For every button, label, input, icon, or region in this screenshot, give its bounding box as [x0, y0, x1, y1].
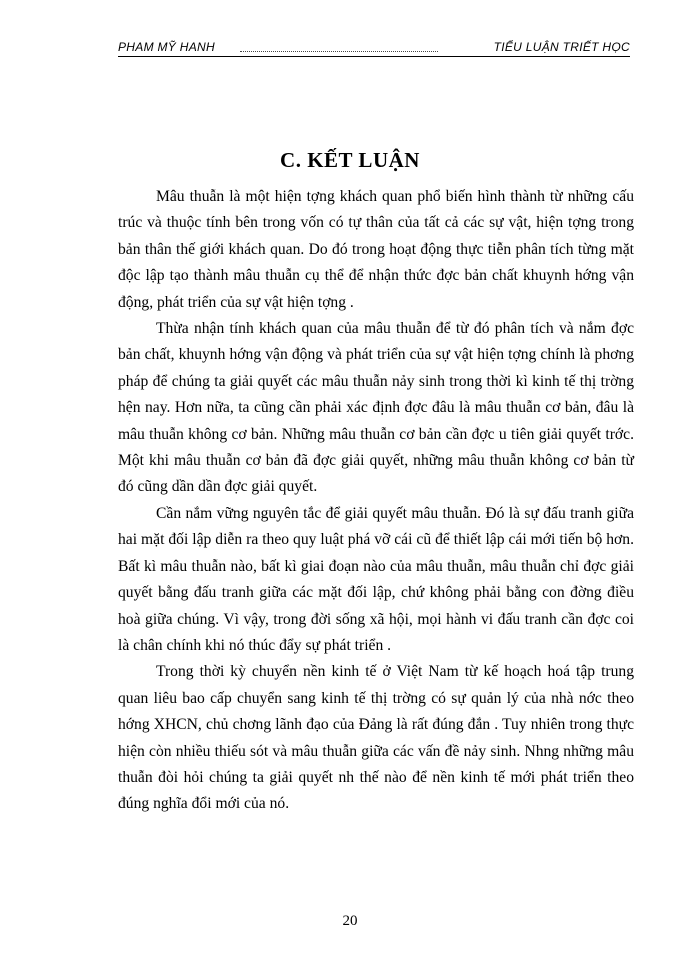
- paragraph: Trong thời kỳ chuyển nền kinh tế ở Việt Nam từ kế hoạch hoá tập trung quan liêu bao cấp chuyển sang kinh tế thị trờng có sự quản lý của nhà nớc theo hớng XHCN, chủ chơng lãnh đạo của Đảng là rất đúng đắn . Tuy nhiên trong thực hiện còn nhiều thiếu sót và mâu thuẫn giữa các vấn đề nảy sinh. Nhng những mâu thuẫn đòi hỏi chúng ta giải quyết nh thế nào để nền kinh tế mới phát triển theo đúng nghĩa đổi mới của nó.: [118, 663, 634, 813]
- page-header: [118, 36, 630, 57]
- header-author: PHAM MỸ HANH: [118, 40, 215, 54]
- header-document-type: TIỂU LUẬN TRIẾT HỌC: [493, 40, 630, 54]
- page-number: 20: [342, 913, 358, 929]
- body-text: [118, 184, 634, 818]
- paragraph: Mâu thuẫn là một hiện tợng khách quan phổ biến hình thành từ những cấu trúc và thuộc tính bên trong vốn có tự thân của tất cả các sự vật, hiện tợng trong bản thân thế giới khách quan. Do đó trong hoạt động thực tiễn phân tích từng mặt độc lập tạo thành mâu thuẫn cụ thể để nhận thức đợc bản chất khuynh hớng vận động, phát triển của sự vật hiện tợng .: [118, 188, 634, 311]
- paragraph: Thừa nhận tính khách quan của mâu thuẫn để từ đó phân tích và nắm đợc bản chất, khuynh hớng vận động và phát triển của sự vật hiện tợng chính là phơng pháp để chúng ta giải quyết các mâu thuẫn nảy sinh trong thời kì kinh tế thị trờng hện nay. Hơn nữa, ta cũng cần phải xác định đợc đâu là mâu thuẫn cơ bản, đâu là mâu thuẫn không cơ bản. Những mâu thuẫn cơ bản cần đợc u tiên giải quyết trớc. Một khi mâu thuẫn cơ bản đã đợc giải quyết, những mâu thuẫn không cơ bản từ đó cũng dần dần đợc giải quyết.: [118, 320, 634, 496]
- section-title: C. KẾT LUẬN: [280, 148, 420, 172]
- header-dotted-leader: [240, 51, 438, 52]
- paragraph: Cần nắm vững nguyên tắc để giải quyết mâu thuẫn. Đó là sự đấu tranh giữa hai mặt đối lập diễn ra theo quy luật phá vỡ cái cũ để thiết lập cái mới tiến bộ hơn. Bất kì mâu thuẫn nào, bất kì giai đoạn nào của mâu thuẫn, mâu thuẫn chỉ đợc giải quyết bằng đấu tranh giữa các mặt đối lập, chứ không phải bằng con đờng điều hoà giữa chúng. Vì vậy, trong đời sống xã hội, mọi hành vi đấu tranh cần đợc coi là chân chính khi nó thúc đẩy sự phát triển .: [118, 504, 634, 654]
